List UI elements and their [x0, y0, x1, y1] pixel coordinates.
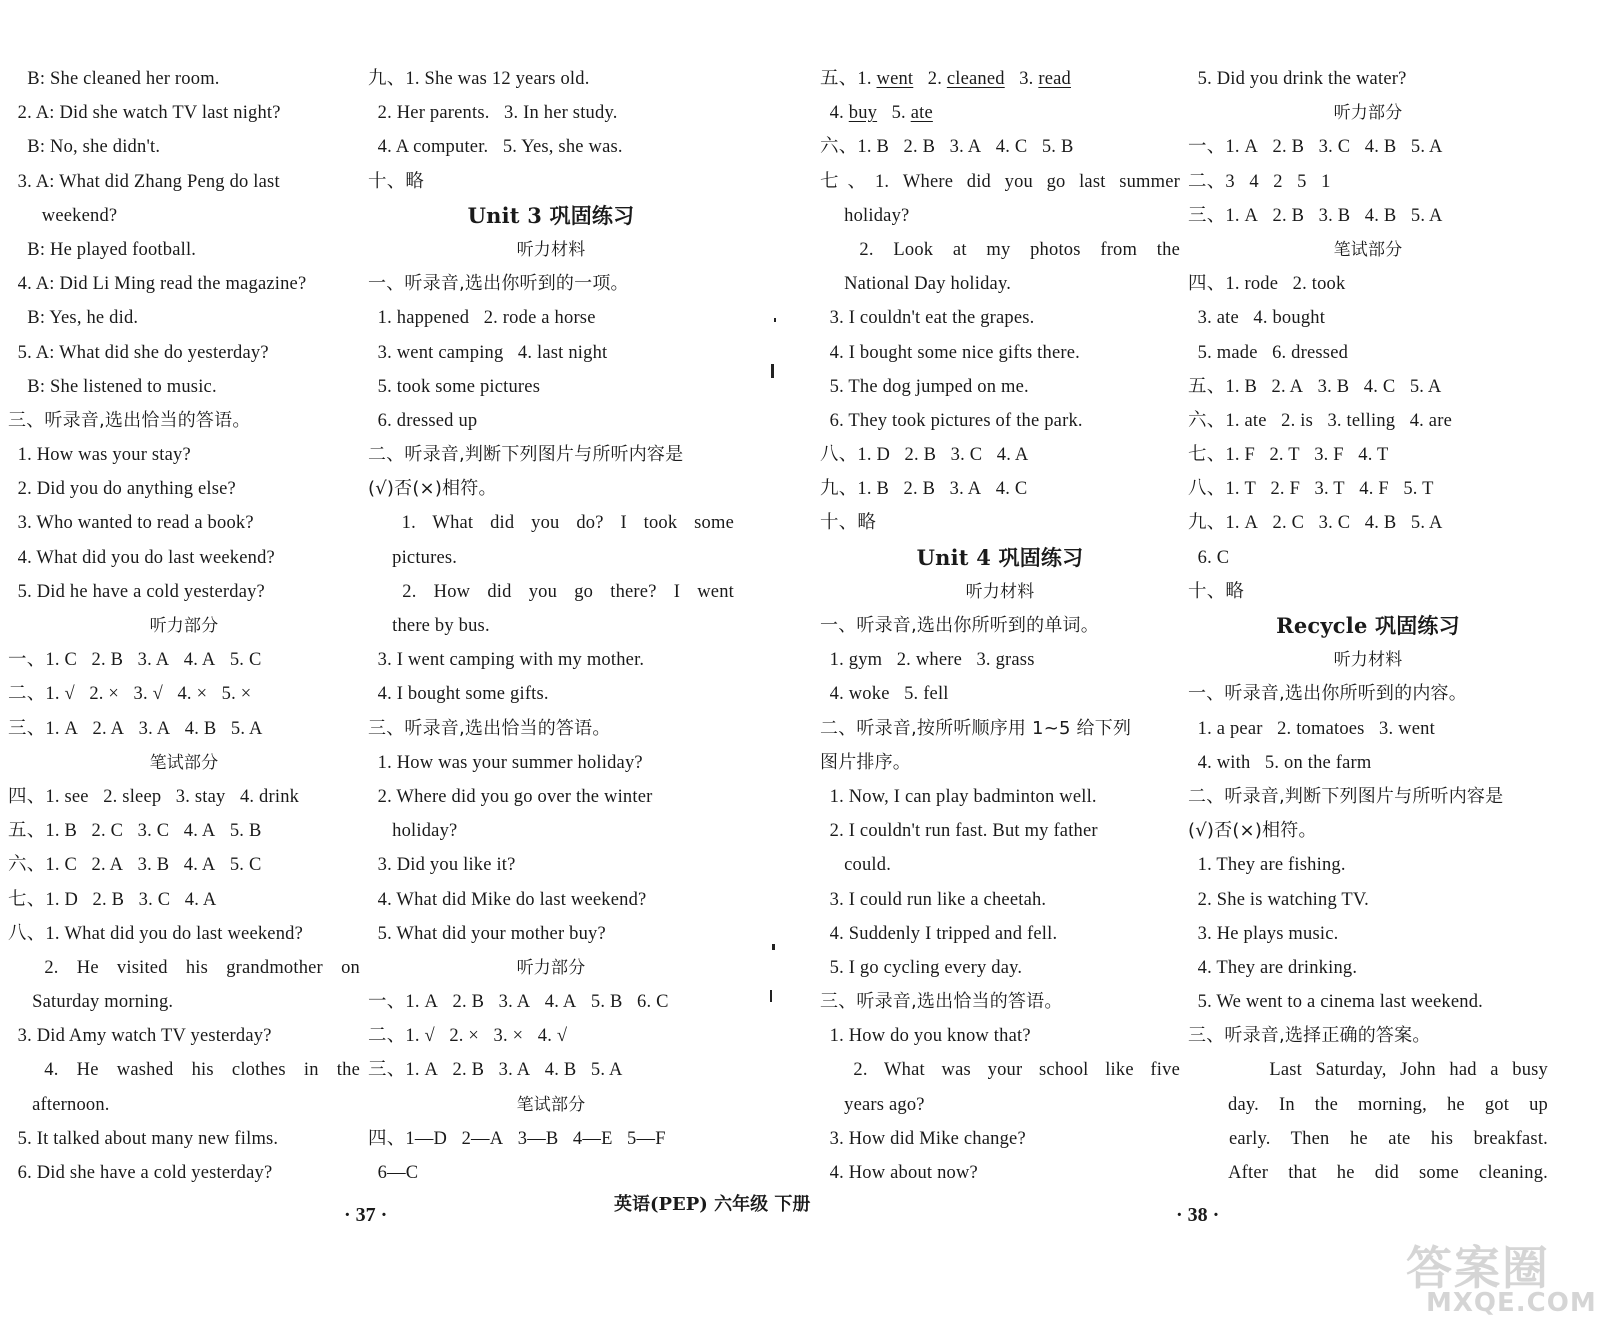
text-line: 1. How was your summer holiday?: [368, 752, 643, 773]
text-line: 1. Now, I can play badminton well.: [820, 786, 1097, 807]
text-line: 八、1. What did you do last weekend?: [8, 923, 304, 944]
text-line: 4. I bought some gifts.: [368, 684, 549, 705]
text-line: 三、1. A 2. B 3. B 4. B 5. A: [1188, 205, 1443, 226]
text-line: 1. a pear 2. tomatoes 3. went: [1188, 718, 1435, 739]
text-line: 3. Did Amy watch TV yesterday?: [8, 1026, 272, 1047]
text-line: B: She cleaned her room.: [8, 69, 220, 89]
text-line: 八、1. D 2. B 3. C 4. A: [820, 445, 1029, 466]
text-line: 3. I couldn't eat the grapes.: [820, 308, 1035, 329]
subsection-heading: 笔试部分: [516, 1094, 586, 1115]
section-heading: 二、听录音,按所听顺序用 1~5 给下列: [820, 717, 1132, 739]
text-line: 3. Who wanted to read a book?: [8, 513, 254, 534]
section-heading: 三、听录音,选出恰当的答语。: [368, 717, 611, 739]
watermark-url: MXQE.COM: [1426, 1288, 1597, 1318]
text-line: 二、1. √ 2. × 3. √ 4. × 5. ×: [8, 684, 252, 705]
text-line: 4. He washed his clothes in the: [8, 1060, 360, 1081]
text-line: 3. A: What did Zhang Peng do last: [8, 171, 280, 192]
page-number-left: · 37 ·: [344, 1204, 388, 1226]
text-line: 3. I went camping with my mother.: [368, 650, 645, 671]
text-line: 七、1. Where did you go last summer: [820, 171, 1180, 192]
subsection-heading: 听力材料: [1333, 650, 1403, 671]
text-line: 4. with 5. on the farm: [1188, 752, 1372, 773]
text-line: 一、1. C 2. B 3. A 4. A 5. C: [8, 650, 262, 671]
subsection-heading: 笔试部分: [149, 752, 219, 773]
text-line: 二、1. √ 2. × 3. × 4. √: [368, 1026, 568, 1047]
text-line: holiday?: [368, 821, 458, 842]
text-line: 4. A: Did Li Ming read the magazine?: [8, 274, 307, 295]
section-heading: 图片排序。: [820, 751, 911, 773]
text-line: 七、1. D 2. B 3. C 4. A: [8, 889, 217, 910]
unit-title: Unit 3 巩固练习: [467, 202, 635, 228]
text-line: 2. She is watching TV.: [1188, 889, 1369, 910]
text-line: 2. How did you go there? I went: [368, 581, 734, 602]
text-line: 5. took some pictures: [368, 376, 541, 397]
text-line: 六、1. C 2. A 3. B 4. A 5. C: [8, 855, 262, 876]
text-line: 九、1. A 2. C 3. C 4. B 5. A: [1188, 513, 1443, 534]
text-line: 十、略: [820, 513, 877, 534]
text-line: 五、1. B 2. A 3. B 4. C 5. A: [1188, 376, 1442, 397]
section-heading: 一、听录音,选出你听到的一项。: [368, 273, 629, 295]
text-line: 5. I go cycling every day.: [820, 957, 1023, 978]
text-line: 4. They are drinking.: [1188, 957, 1358, 978]
text-line: 六、1. B 2. B 3. A 4. C 5. B: [820, 137, 1074, 158]
text-line: 五、1. B 2. C 3. C 4. A 5. B: [8, 821, 262, 842]
section-heading: 一、听录音,选出你所听到的内容。: [1188, 683, 1467, 705]
text-line: 四、1. rode 2. took: [1188, 274, 1346, 295]
text-line: 3. How did Mike change?: [820, 1128, 1026, 1149]
text-line: 5. What did your mother buy?: [368, 923, 606, 944]
text-line: 十、略: [1188, 581, 1245, 602]
text-line: 九、1. B 2. B 3. A 4. C: [820, 479, 1028, 500]
text-line: 5. It talked about many new films.: [8, 1128, 279, 1149]
text-line: 5. A: What did she do yesterday?: [8, 342, 269, 363]
text-line: 三、1. A 2. A 3. A 4. B 5. A: [8, 718, 263, 739]
text-line: 4. buy 5. ate: [820, 103, 933, 124]
text-line: After that he did some cleaning.: [1188, 1163, 1548, 1183]
section-heading: 三、听录音,选出恰当的答语。: [8, 409, 251, 431]
subsection-heading: 听力材料: [965, 581, 1035, 602]
text-line: 6. C: [1188, 547, 1230, 568]
text-line: B: She listened to music.: [8, 376, 217, 397]
text-line: 四、1. see 2. sleep 3. stay 4. drink: [8, 786, 300, 807]
answer-column-3: [820, 62, 1180, 1190]
text-line: 1. They are fishing.: [1188, 855, 1346, 876]
text-line: early. Then he ate his breakfast.: [1188, 1128, 1548, 1149]
subsection-heading: 听力部分: [1333, 103, 1403, 124]
text-line: 2. A: Did she watch TV last night?: [8, 103, 281, 124]
text-line: 2. I couldn't run fast. But my father: [820, 821, 1098, 842]
text-line: 3. I could run like a cheetah.: [820, 889, 1047, 910]
text-line: could.: [820, 855, 892, 876]
text-line: 一、1. A 2. B 3. A 4. A 5. B 6. C: [368, 992, 669, 1013]
text-line: 3. ate 4. bought: [1188, 308, 1326, 329]
text-line: 6. dressed up: [368, 410, 478, 431]
unit-title: Recycle 巩固练习: [1276, 613, 1460, 638]
text-line: 1. happened 2. rode a horse: [368, 308, 596, 329]
text-line: 4. What did Mike do last weekend?: [368, 889, 647, 910]
text-line: 4. How about now?: [820, 1163, 978, 1183]
text-line: 3. Did you like it?: [368, 855, 516, 876]
text-line: 三、1. A 2. B 3. A 4. B 5. A: [368, 1060, 623, 1081]
text-line: 1. How do you know that?: [820, 1026, 1031, 1047]
text-line: there by bus.: [368, 616, 490, 636]
text-line: 4. A computer. 5. Yes, she was.: [368, 137, 623, 158]
text-line: 6. They took pictures of the park.: [820, 410, 1083, 431]
section-heading: 三、听录音,选出恰当的答语。: [820, 991, 1063, 1013]
text-line: day. In the morning, he got up: [1188, 1094, 1548, 1115]
text-line: 2. Did you do anything else?: [8, 479, 236, 500]
text-line: holiday?: [820, 205, 910, 226]
text-line: 6—C: [368, 1163, 419, 1183]
answer-column-1: [8, 62, 360, 1190]
text-line: 5. Did you drink the water?: [1188, 69, 1407, 89]
text-line: weekend?: [8, 205, 118, 226]
text-line: 1. gym 2. where 3. grass: [820, 650, 1035, 671]
section-heading: 三、听录音,选择正确的答案。: [1188, 1025, 1431, 1047]
text-line: 3. He plays music.: [1188, 923, 1339, 944]
text-line: 1. How was your stay?: [8, 445, 191, 466]
section-heading: (√)否(×)相符。: [368, 478, 497, 500]
text-line: 6. Did she have a cold yesterday?: [8, 1163, 273, 1183]
text-line: 二、3 4 2 5 1: [1188, 171, 1331, 192]
text-line: afternoon.: [8, 1094, 110, 1115]
section-heading: 二、听录音,判断下列图片与所听内容是: [368, 444, 684, 466]
text-line: 九、1. She was 12 years old.: [368, 69, 590, 89]
scan-speck: [772, 944, 775, 950]
text-line: 2. Her parents. 3. In her study.: [368, 103, 618, 124]
section-heading: (√)否(×)相符。: [1188, 820, 1317, 842]
text-line: 2. Look at my photos from the: [820, 239, 1180, 260]
text-line: 十、略: [368, 171, 425, 192]
subsection-heading: 听力材料: [516, 239, 586, 260]
scan-speck: [774, 318, 776, 322]
text-line: 2. He visited his grandmother on: [8, 957, 360, 978]
subsection-heading: 听力部分: [516, 957, 586, 978]
text-line: B: Yes, he did.: [8, 308, 139, 329]
text-line: 2. Where did you go over the winter: [368, 786, 653, 807]
text-line: 四、1—D 2—A 3—B 4—E 5—F: [368, 1128, 666, 1149]
text-line: years ago?: [820, 1094, 925, 1115]
text-line: 七、1. F 2. T 3. F 4. T: [1188, 445, 1389, 466]
scan-speck: [771, 364, 774, 378]
text-line: Last Saturday, John had a busy: [1188, 1060, 1548, 1081]
book-title-footer: 英语(PEP) 六年级 下册: [614, 1194, 811, 1215]
text-line: 5. We went to a cinema last weekend.: [1188, 992, 1483, 1013]
text-line: 5. The dog jumped on me.: [820, 376, 1029, 397]
text-line: 4. Suddenly I tripped and fell.: [820, 923, 1058, 944]
text-line: 五、1. went 2. cleaned 3. read: [820, 69, 1071, 89]
text-line: 八、1. T 2. F 3. T 4. F 5. T: [1188, 479, 1434, 500]
text-line: 4. woke 5. fell: [820, 684, 949, 705]
text-line: pictures.: [368, 547, 458, 568]
page-number-right: · 38 ·: [1176, 1204, 1220, 1226]
text-line: 一、1. A 2. B 3. C 4. B 5. A: [1188, 137, 1443, 158]
text-line: B: He played football.: [8, 239, 197, 260]
text-line: National Day holiday.: [820, 274, 1012, 295]
text-line: 4. I bought some nice gifts there.: [820, 342, 1080, 363]
answer-column-4: [1188, 62, 1548, 1190]
text-line: 1. What did you do? I took some: [368, 513, 734, 534]
subsection-heading: 听力部分: [149, 616, 219, 636]
text-line: 4. What did you do last weekend?: [8, 547, 275, 568]
text-line: Saturday morning.: [8, 992, 174, 1013]
watermark-main: 答案圈: [1406, 1241, 1550, 1295]
watermark-logo: [1398, 1232, 1597, 1328]
answer-column-2: [368, 62, 734, 1190]
text-line: 2. What was your school like five: [820, 1060, 1180, 1081]
subsection-heading: 笔试部分: [1333, 239, 1403, 260]
text-line: 5. made 6. dressed: [1188, 342, 1349, 363]
text-line: 5. Did he have a cold yesterday?: [8, 581, 265, 602]
section-heading: 二、听录音,判断下列图片与所听内容是: [1188, 785, 1504, 807]
text-line: 3. went camping 4. last night: [368, 342, 608, 363]
text-line: B: No, she didn't.: [8, 137, 161, 158]
unit-title: Unit 4 巩固练习: [916, 544, 1084, 570]
scan-speck: [770, 990, 772, 1002]
section-heading: 一、听录音,选出你所听到的单词。: [820, 615, 1099, 636]
text-line: 六、1. ate 2. is 3. telling 4. are: [1188, 410, 1452, 431]
